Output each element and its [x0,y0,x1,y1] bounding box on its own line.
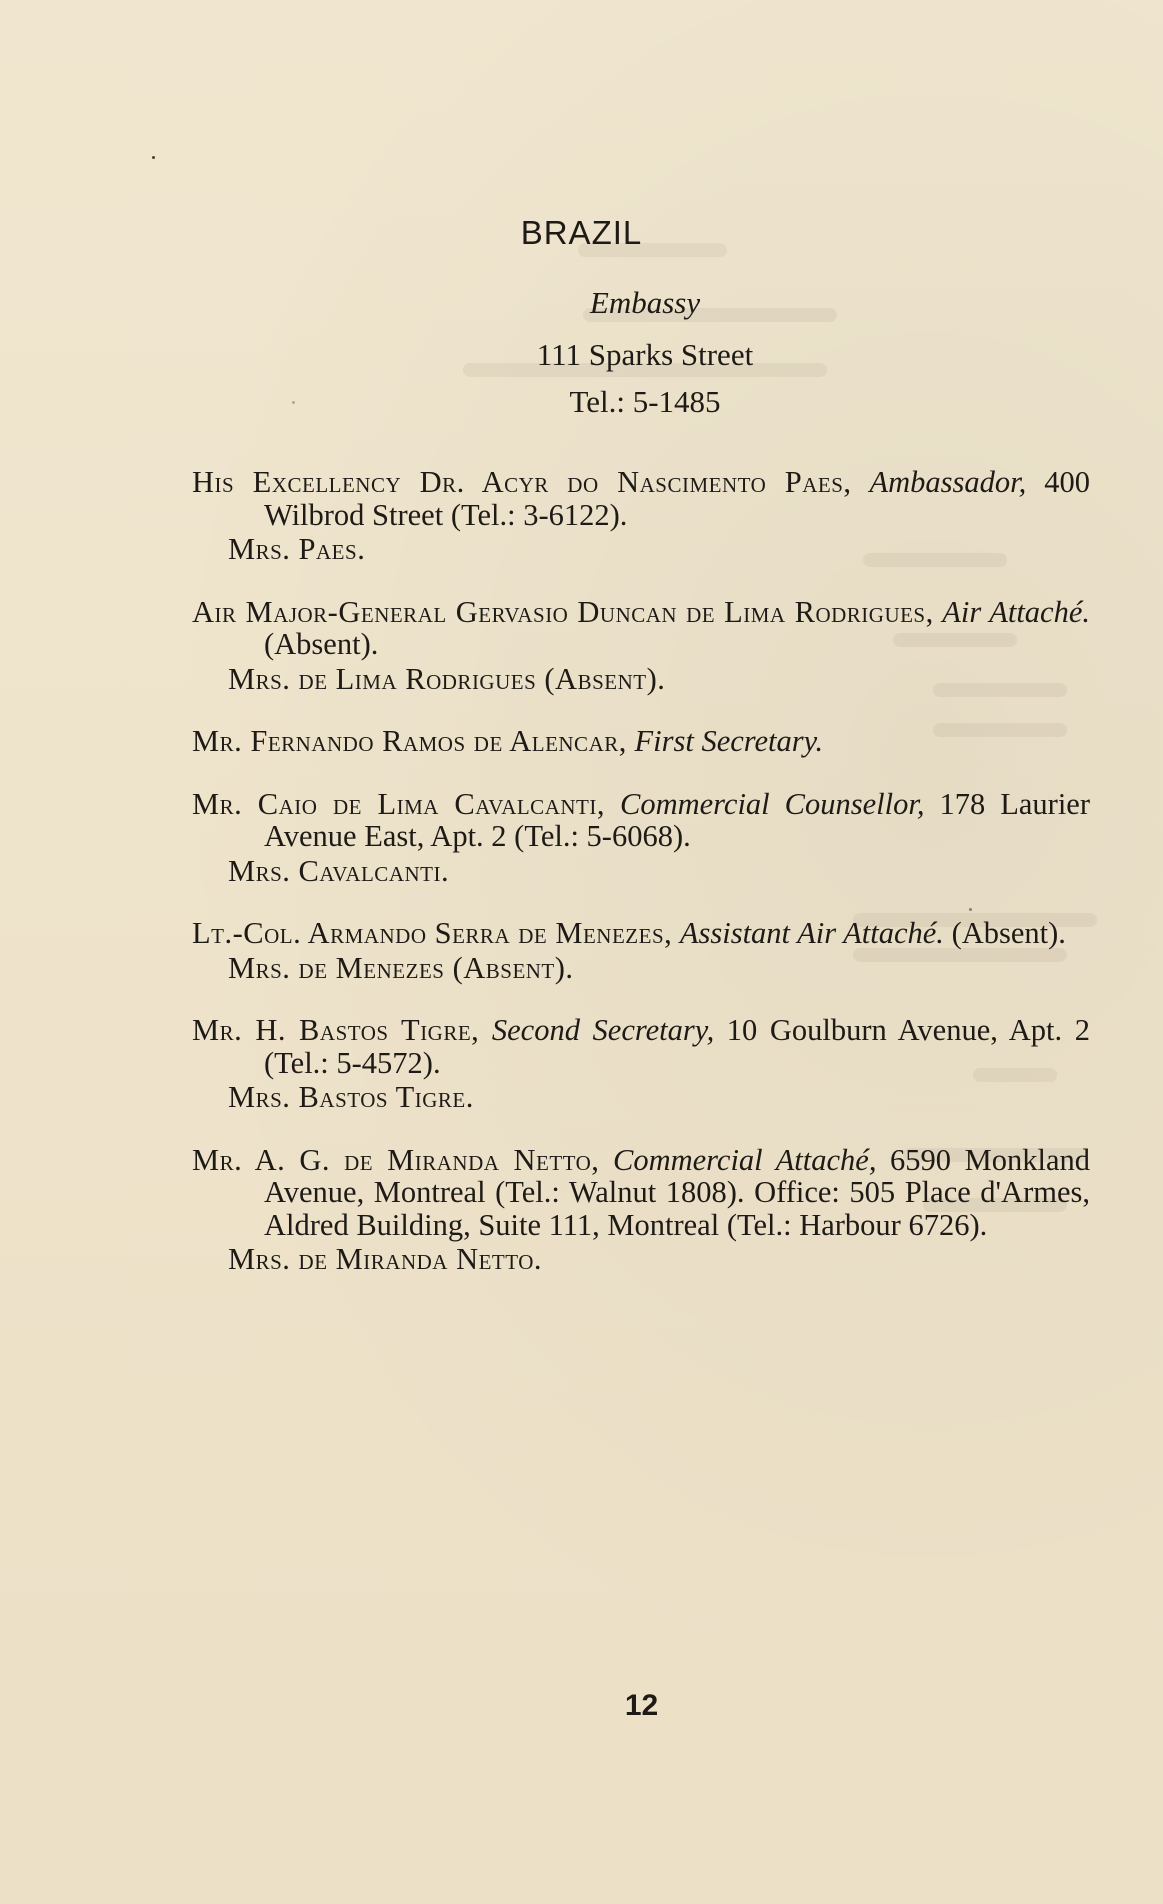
staff-title: Second Secretary, [491,1013,715,1047]
spouse-name: Mrs. de Menezes (Absent). [228,950,574,985]
staff-name: Mr. A. G. de Miranda Netto, [192,1142,600,1177]
staff-title: First Secretary. [634,724,824,758]
staff-name: His Excellency Dr. Acyr do Nascimento Paes, [192,465,852,499]
staff-entry [192,596,1090,696]
staff-entry [192,466,1090,566]
staff-detail: 10 Goulburn Avenue, Apt. 2 (Tel.: 5-4572). [264,1013,1090,1080]
staff-title: Ambassador, [869,465,1027,499]
staff-primary [192,1144,1090,1242]
spouse-name: Mrs. Cavalcanti. [228,853,450,888]
staff-name: Lt.-Col. Armando Serra de Menezes, [192,916,673,950]
spouse-name: Mrs. de Lima Rodrigues (Absent). [228,661,666,696]
staff-entry [192,725,1090,758]
staff-primary [192,1014,1090,1079]
staff-entry [192,1014,1090,1114]
staff-name: Mr. Caio de Lima Cavalcanti, [192,786,605,821]
embassy-label: Embassy [589,285,701,320]
staff-primary [192,917,1090,950]
staff-title: Assistant Air Attaché. [679,916,944,950]
staff-primary [192,788,1090,853]
staff-list [192,466,1090,1306]
embassy-phone: Tel.: 5-1485 [569,384,721,419]
staff-detail: 6590 Monkland Avenue, Montreal (Tel.: Walnut 1808). Office: 505 Place d'Armes, Aldred Building, Suite 111, Montreal (Tel.: Harbour 6726). [264,1142,1090,1242]
staff-entry [192,788,1090,888]
staff-primary [192,596,1090,661]
staff-name: Mr. Fernando Ramos de Alencar, [192,724,627,758]
staff-name: Mr. H. Bastos Tigre, [192,1013,480,1047]
page-number: 12 [624,1689,659,1722]
staff-entry [192,1144,1090,1276]
staff-primary [192,725,1090,758]
spouse-name: Mrs. Paes. [228,532,366,566]
staff-detail: 400 Wilbrod Street (Tel.: 3-6122). [264,465,1091,532]
spouse-name: Mrs. Bastos Tigre. [228,1080,474,1114]
staff-entry [192,917,1090,984]
staff-name: Air Major-General Gervasio Duncan de Lima Rodrigues, [192,594,934,629]
staff-detail: (Absent). [943,916,1066,950]
staff-detail: (Absent). [264,627,379,661]
embassy-address: 111 Sparks Street [536,337,754,372]
country-heading: BRAZIL [520,214,643,251]
staff-title: Air Attaché. [942,594,1091,629]
spouse-name: Mrs. de Miranda Netto. [228,1242,543,1276]
staff-detail: 178 Laurier Avenue East, Apt. 2 (Tel.: 5-6068). [264,786,1090,853]
staff-title: Commercial Counsellor, [619,786,925,821]
speck [152,156,155,159]
staff-primary [192,466,1090,531]
staff-title: Commercial Attaché, [613,1142,877,1177]
